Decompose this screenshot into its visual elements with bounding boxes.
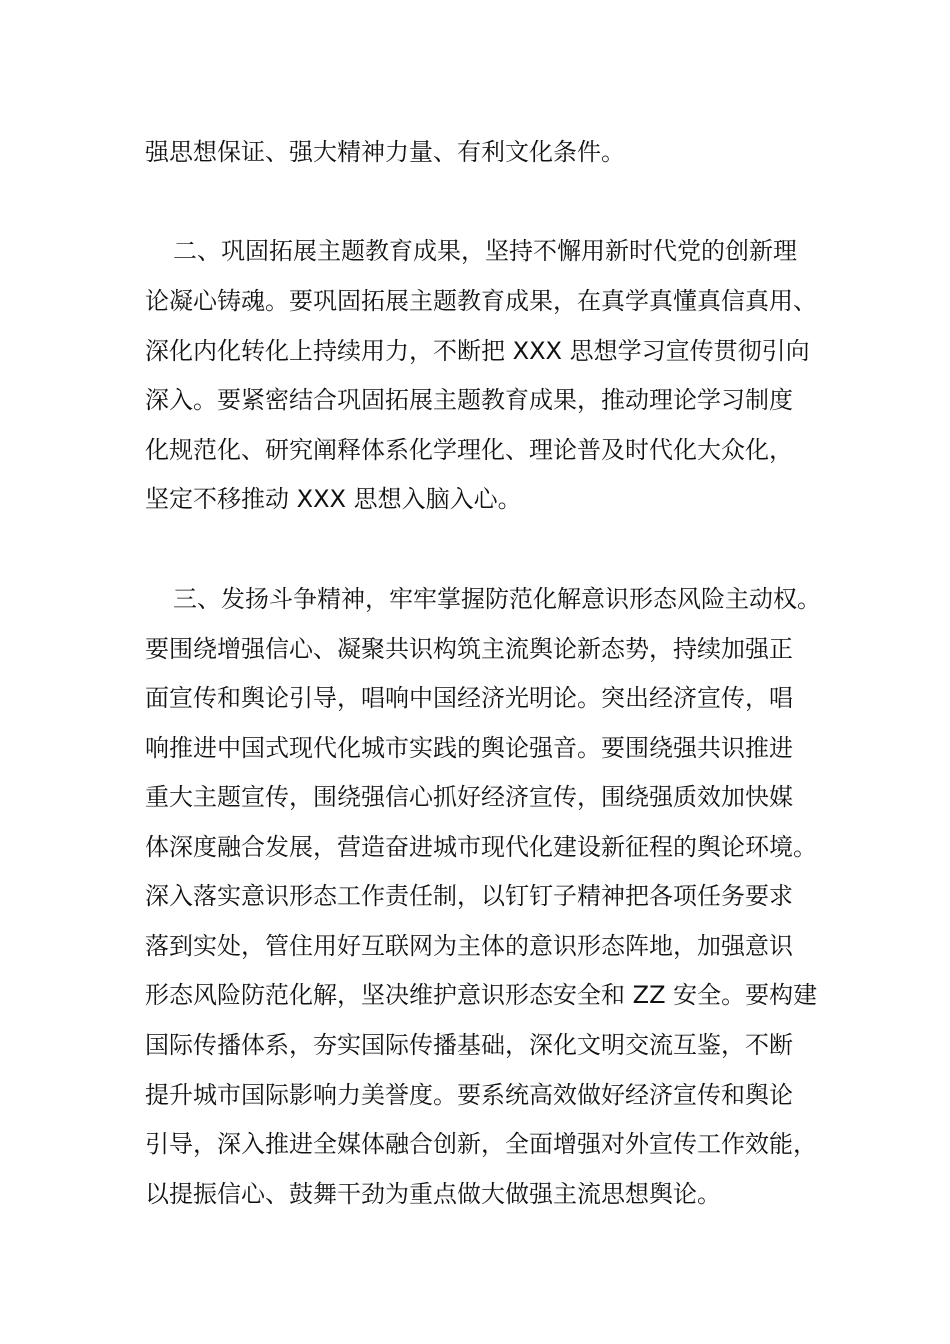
paragraph-3-line-7: 深入落实意识形态工作责任制，以钉钉子精神把各项任务要求 [145,882,793,910]
paragraph-3-line-4: 响推进中国式现代化城市实践的舆论强音。要围绕强共识推进 [145,734,793,762]
paragraph-3-line-2: 要围绕增强信心、凝聚共识构筑主流舆论新态势，持续加强正 [145,635,793,663]
paragraph-3-line-6: 体深度融合发展，营造奋进城市现代化建设新征程的舆论环境。 [145,833,817,861]
paragraph-2-line-6: 坚定不移推动 XXX 思想入脑入心。 [145,485,522,513]
paragraph-3-line-5: 重大主题宣传，围绕强信心抓好经济宣传，围绕强质效加快媒 [145,783,793,811]
paragraph-2-line-5: 化规范化、研究阐释体系化学理化、理论普及时代化大众化， [145,436,793,464]
paragraph-3-line-3: 面宣传和舆论引导，唱响中国经济光明论。突出经济宣传，唱 [145,684,793,712]
paragraph-3-line-10: 国际传播体系，夯实国际传播基础，深化文明交流互鉴，不断 [145,1031,793,1059]
paragraph-3-line-1: 三、发扬斗争精神，牢牢掌握防范化解意识形态风险主动权。 [173,585,821,613]
paragraph-2-line-3: 深化内化转化上持续用力，不断把 XXX 思想学习宣传贯彻引向 [145,337,810,365]
paragraph-2-line-1: 二、巩固拓展主题教育成果，坚持不懈用新时代党的创新理 [173,237,797,265]
paragraph-3-line-12: 引导，深入推进全媒体融合创新，全面增强对外宣传工作效能， [145,1130,817,1158]
paragraph-3-line-11: 提升城市国际影响力美誉度。要系统高效做好经济宣传和舆论 [145,1081,793,1109]
paragraph-2-line-2: 论凝心铸魂。要巩固拓展主题教育成果，在真学真懂真信真用、 [145,287,817,315]
paragraph-1-line-1: 强思想保证、强大精神力量、有利文化条件。 [145,138,625,166]
paragraph-3-line-9: 形态风险防范化解，坚决维护意识形态安全和 ZZ 安全。要构建 [145,981,818,1009]
paragraph-2-line-4: 深入。要紧密结合巩固拓展主题教育成果，推动理论学习制度 [145,386,793,414]
paragraph-3-line-13: 以提振信心、鼓舞干劲为重点做大做强主流思想舆论。 [145,1180,721,1208]
paragraph-3-line-8: 落到实处，管住用好互联网为主体的意识形态阵地，加强意识 [145,932,793,960]
